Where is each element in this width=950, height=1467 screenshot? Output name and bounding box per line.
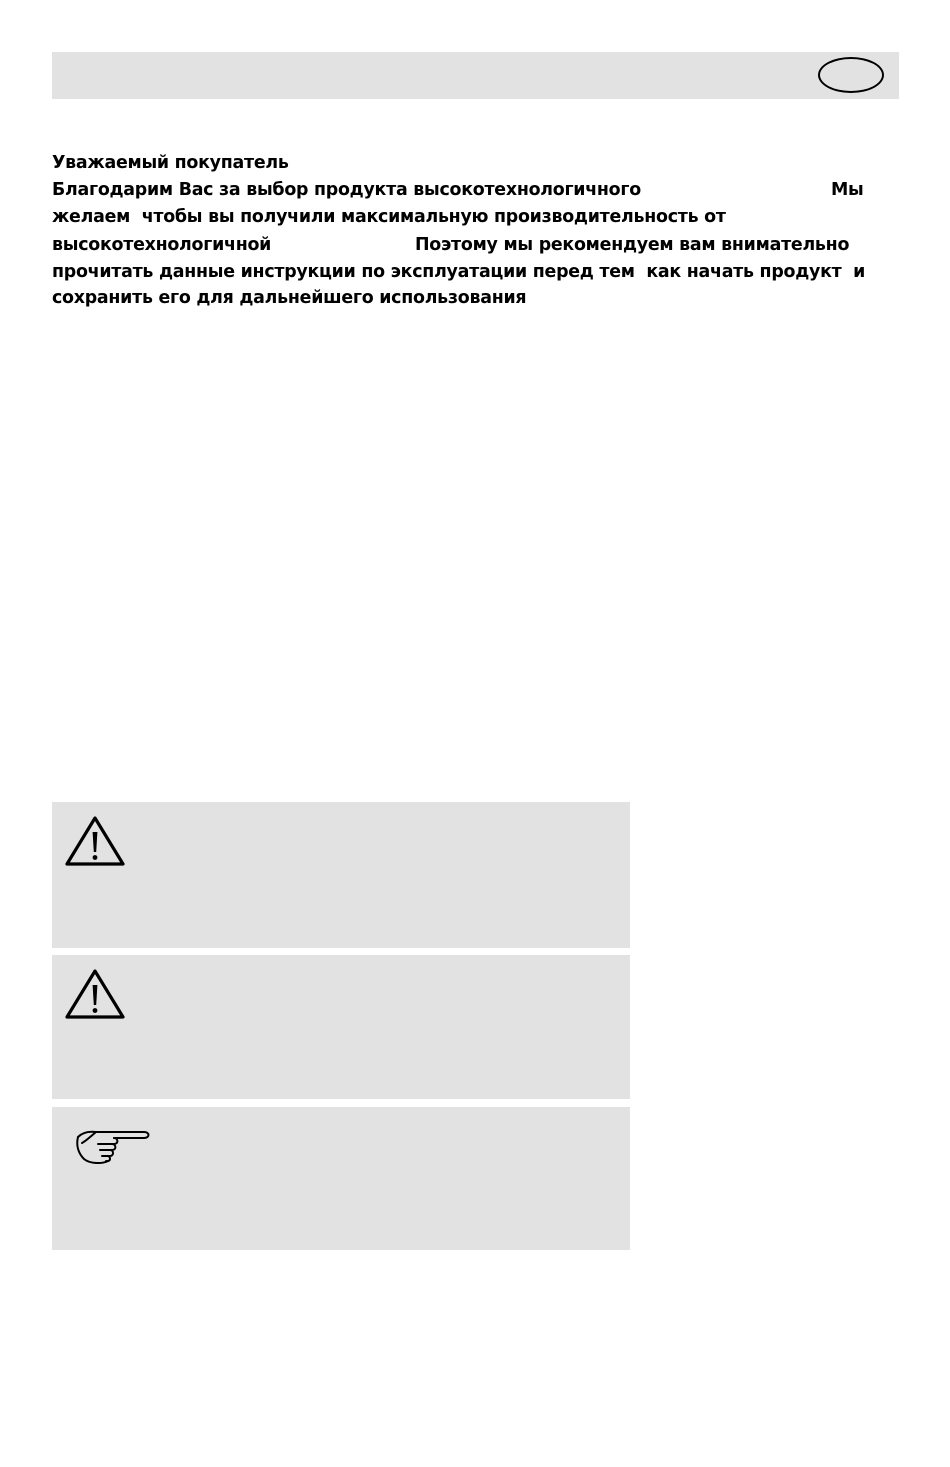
language-badge [818,57,884,93]
warning-triangle-icon [63,967,127,1021]
pointing-hand-icon [74,1127,154,1167]
intro-line-5: сохранить его для дальнейшего использования [52,288,527,308]
greeting: Уважаемый покупатель [52,153,289,173]
intro-line-3b: Поэтому мы рекомендуем вам внимательно [415,235,850,255]
intro-line-4: прочитать данные инструкции по эксплуатации перед тем как начать продукт и [52,262,866,282]
intro-line-3a: высокотехнологичной [52,235,272,255]
header-bar [52,52,899,99]
intro-line-1a: Благодарим Вас за выбор продукта высокотехнологичного [52,180,641,200]
warning-notice-box [52,955,630,1099]
hint-notice-box [52,1107,630,1250]
intro-line-1b: Мы [831,180,864,200]
warning-triangle-icon [63,814,127,868]
warning-notice-box [52,802,630,948]
intro-line-2: желаем чтобы вы получили максимальную производительность от [52,207,726,227]
